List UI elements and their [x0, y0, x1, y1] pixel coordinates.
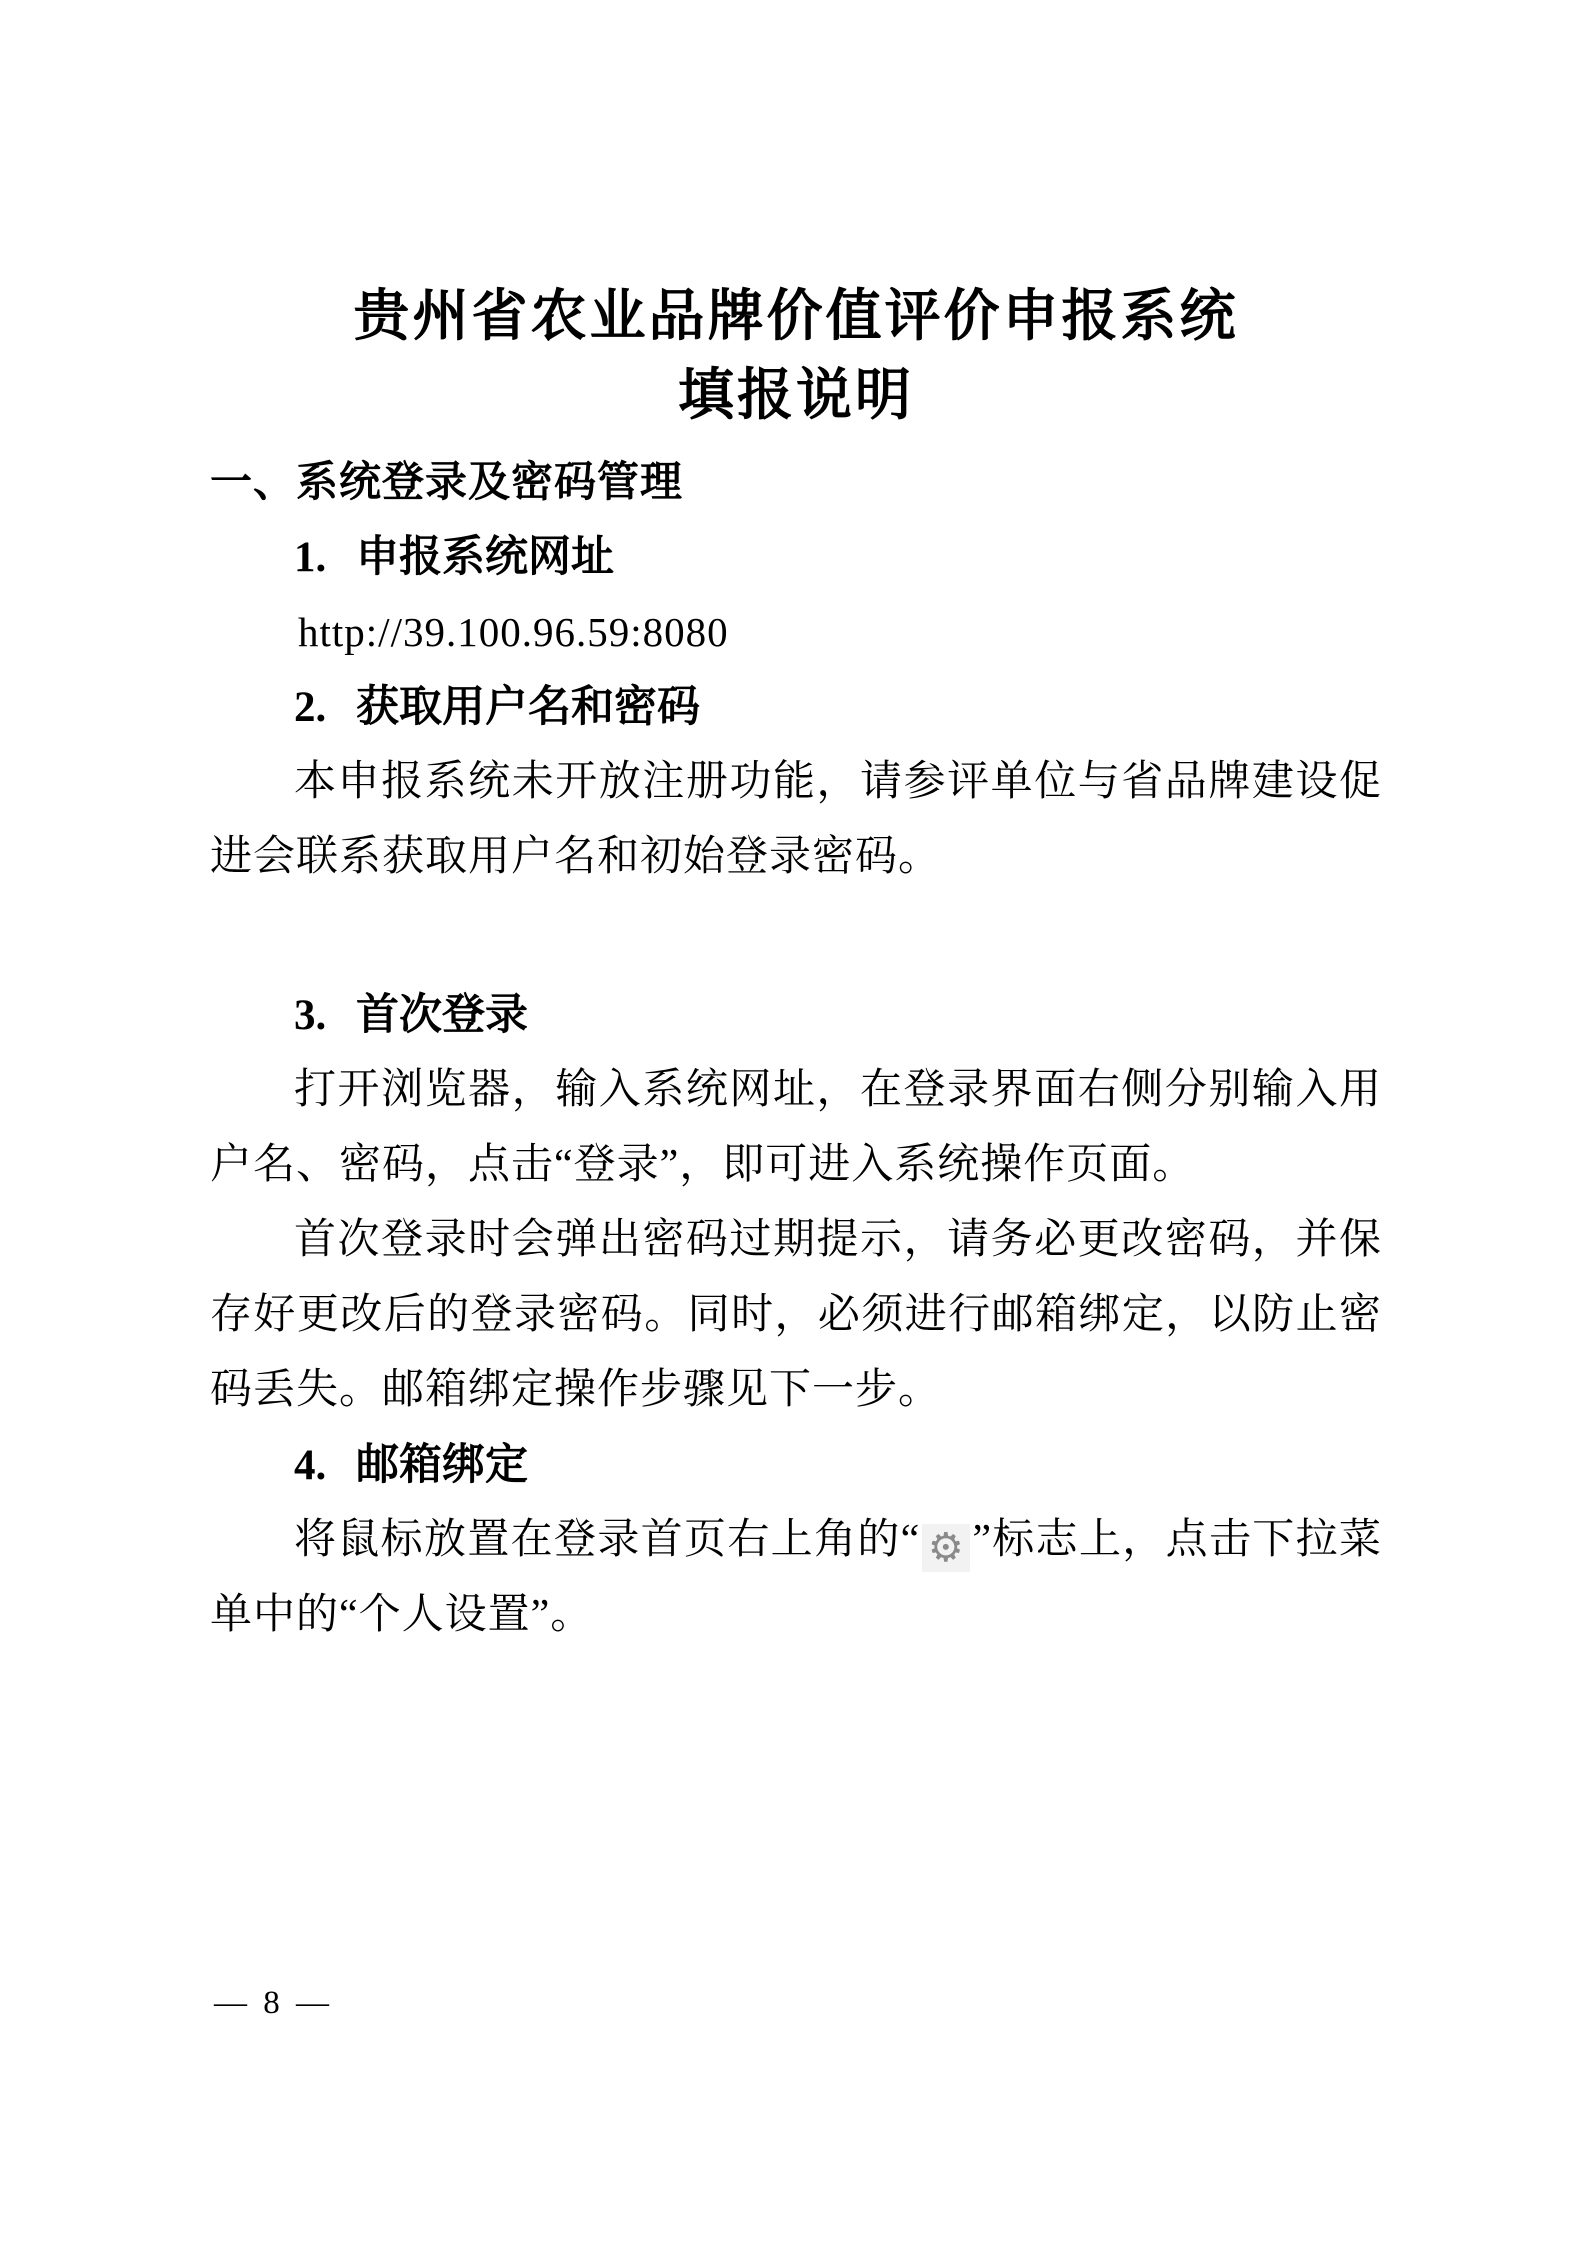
- subheading-text: 首次登录: [356, 992, 528, 1039]
- document-title: [210, 278, 1382, 436]
- page-number: — 8 —: [214, 1985, 333, 2021]
- title-line-2: 填报说明: [678, 365, 914, 427]
- subheading-number: 4.: [294, 1442, 327, 1489]
- subheading-email-binding: [210, 1428, 1382, 1503]
- paragraph-text-before-gear: 将鼠标放置在登录首页右上角的“: [294, 1517, 921, 1563]
- title-line-1: 贵州省农业品牌价值评价申报系统: [353, 286, 1239, 348]
- subheading-system-url: [210, 520, 1382, 595]
- subheading-number: 2.: [294, 684, 327, 731]
- subheading-number: 3.: [294, 992, 327, 1039]
- subheading-text: 获取用户名和密码: [356, 684, 700, 731]
- document-content: [210, 278, 1382, 1653]
- system-url-text: http://39.100.96.59:8080: [298, 609, 729, 655]
- paragraph-text-after-gear: ”标志上，点击下拉菜单中的“个人设置”。: [210, 1517, 1382, 1638]
- paragraph-first-login-2: 首次登录时会弹出密码过期提示，请务必更改密码，并保存好更改后的登录密码。同时，必须进行邮箱绑定，以防止密码丢失。邮箱绑定操作步骤见下一步。: [210, 1217, 1382, 1413]
- paragraph-email-binding: [210, 1503, 1382, 1653]
- section-heading: 一、系统登录及密码管理: [210, 458, 684, 505]
- subheading-number: 1.: [294, 534, 327, 581]
- subheading-first-login: [210, 978, 1382, 1053]
- subheading-get-credentials: [210, 670, 1382, 745]
- paragraph-first-login-1: 打开浏览器，输入系统网址，在登录界面右侧分别输入用户名、密码，点击“登录”，即可进入系统操作页面。: [210, 1067, 1382, 1188]
- paragraph-get-credentials: 本申报系统未开放注册功能，请参评单位与省品牌建设促进会联系获取用户名和初始登录密码。: [210, 759, 1382, 880]
- gear-icon: ⚙: [922, 1524, 970, 1572]
- subheading-text: 邮箱绑定: [356, 1442, 528, 1489]
- subheading-text: 申报系统网址: [356, 534, 614, 581]
